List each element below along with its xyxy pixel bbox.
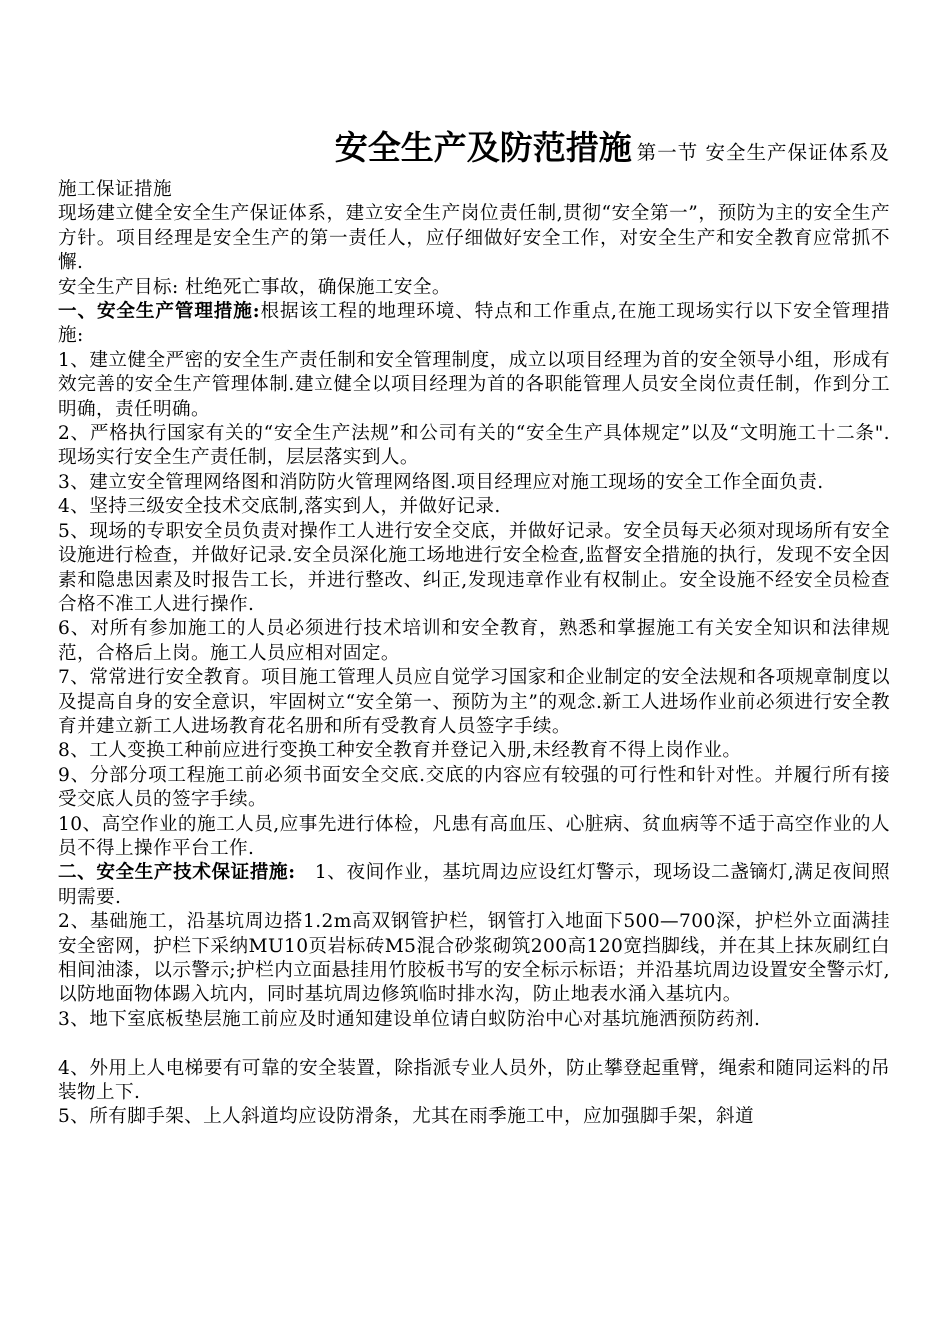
section2-item-2: 2、基础施工，沿基坑周边搭1.2m高双钢管护栏，钢管打入地面下500—700深，护栏外立面满挂安全密网，护栏下采纳MU10页岩标砖M5混合砂浆砌筑200高120宽挡脚线，并在其上抹灰刷红白相间油漆，以示警示;护栏内立面悬挂用竹胶板书写的安全标示标语；并沿基坑周边设置安全警示灯,以防地面物体踢入坑内，同时基坑周边修筑临时排水沟，防止地表水涌入基坑内。 xyxy=(58,911,890,1006)
section1-paragraph xyxy=(58,300,890,349)
section1-item-7: 7、常常进行安全教育。项目施工管理人员应自觉学习国家和企业制定的安全法规和各项规章制度以及提高自身的安全意识，牢固树立“安全第一、预防为主”的观念.新工人进场作业前必须进行安全教育并建立新工人进场教育花名册和所有受教育人员签字手续。 xyxy=(58,667,890,737)
section1-item-4: 4、坚持三级安全技术交底制,落实到人，并做好记录. xyxy=(58,496,501,518)
section2-item-5: 5、所有脚手架、上人斜道均应设防滑条，尤其在雨季施工中，应加强脚手架，斜道 xyxy=(58,1106,755,1128)
section2-heading: 二、安全生产技术保证措施: xyxy=(58,862,296,884)
blank-line xyxy=(58,1032,890,1056)
section1-item-10: 10、高空作业的施工人员,应事先进行体检，凡患有高血压、心脏病、贫血病等不适于高空作业的人员不得上操作平台工作. xyxy=(58,813,890,859)
section2-paragraph xyxy=(58,861,890,910)
safety-goal: 安全生产目标: 杜绝死亡事故，确保施工安全。 xyxy=(58,276,451,298)
section1-item-2: 2、严格执行国家有关的“安全生产法规”和公司有关的“安全生产具体规定”以及“文明施工十二条".现场实行安全生产责任制，层层落实到人。 xyxy=(58,423,890,469)
section1-item-6: 6、对所有参加施工的人员必须进行技术培训和安全教育，熟悉和掌握施工有关安全知识和法律规范，合格后上岗。施工人员应相对固定。 xyxy=(58,618,890,664)
section-title: 第一节 安全生产保证体系及 xyxy=(636,141,890,164)
document-title: 安全生产及防范措施 xyxy=(334,128,632,167)
section1-item-3: 3、建立安全管理网络图和消防防火管理网络图.项目经理应对施工现场的安全工作全面负责. xyxy=(58,471,824,493)
section2-item-3: 3、地下室底板垫层施工前应及时通知建设单位请白蚁防治中心对基坑施洒预防药剂. xyxy=(58,1008,761,1030)
section2-intro: 1、夜间作业，基坑周边应设红灯警示，现场设二盏镝灯,满足夜间照明需要. xyxy=(58,862,890,908)
section-title-continued: 施工保证措施 xyxy=(58,179,172,200)
section1-item-8: 8、工人变换工种前应进行变换工种安全教育并登记入册,未经教育不得上岗作业。 xyxy=(58,740,742,762)
section2-item-4: 4、外用上人电梯要有可靠的安全装置，除指派专业人员外，防止攀登起重臂，绳索和随同运料的吊装物上下. xyxy=(58,1057,890,1104)
section1-item-9: 9、分部分项工程施工前必须书面安全交底.交底的内容应有较强的可行性和针对性。并履行所有接受交底人员的签字手续。 xyxy=(58,764,890,811)
section1-intro: 根据该工程的地理环境、特点和工作重点,在施工现场实行以下安全管理措施: xyxy=(58,301,890,347)
section1-heading: 一、安全生产管理措施: xyxy=(58,301,261,323)
section1-item-5: 5、现场的专职安全员负责对操作工人进行安全交底，并做好记录。安全员每天必须对现场所有安全设施进行检查，并做好记录.安全员深化施工场地进行安全检查,监督安全措施的执行，发现不安全因素和隐患因素及时报告工长，并进行整改、纠正,发现违章作业有权制止。安全设施不经安全员检查合格不准工人进行操作. xyxy=(58,520,890,615)
intro-paragraph: 现场建立健全安全生产保证体系，建立安全生产岗位责任制,贯彻“安全第一”，预防为主的安全生产方针。项目经理是安全生产的第一责任人，应仔细做好安全工作，对安全生产和安全教育应常抓不懈. xyxy=(58,203,890,274)
section1-item-1: 1、建立健全严密的安全生产责任制和安全管理制度，成立以项目经理为首的安全领导小组，形成有效完善的安全生产管理体制.建立健全以项目经理为首的各职能管理人员安全岗位责任制，作到分工明确，责任明确。 xyxy=(58,349,890,420)
title-line xyxy=(58,124,890,178)
